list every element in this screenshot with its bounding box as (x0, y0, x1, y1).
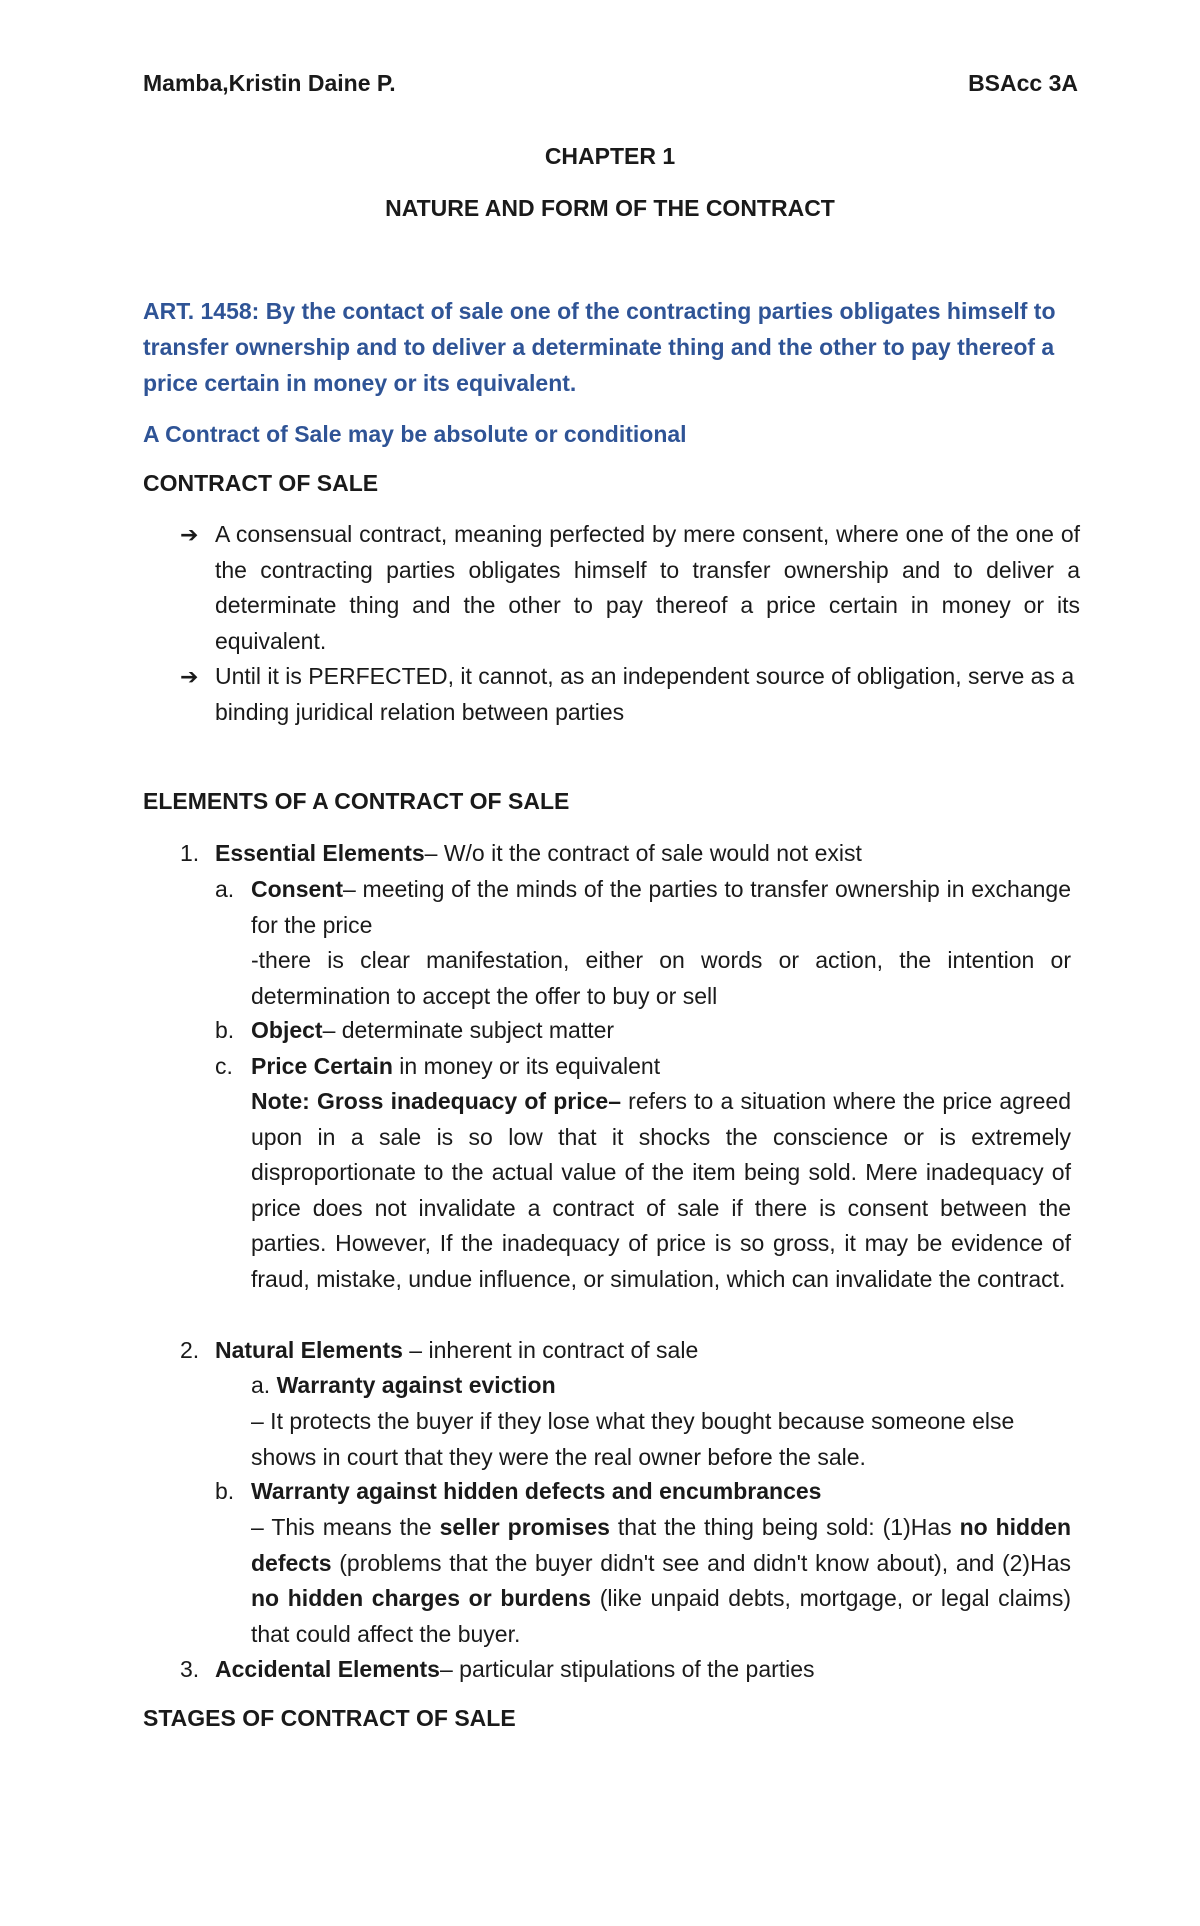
list-number: 1. (180, 840, 200, 866)
natural-elements-item: Natural Elements – inherent in contract of sale (215, 1337, 699, 1363)
list-number: 3. (180, 1656, 200, 1682)
price-item: Price Certain in money or its equivalent (251, 1053, 661, 1079)
arrow-right-icon: ➔ (180, 522, 199, 547)
list-letter: b. (215, 1017, 235, 1043)
list-number: 2. (180, 1337, 200, 1363)
list-letter: b. (215, 1478, 235, 1504)
list-letter: a. (215, 876, 235, 902)
accidental-elements-item: Accidental Elements– particular stipulations of the parties (215, 1656, 815, 1682)
elements-heading: ELEMENTS OF A CONTRACT OF SALE (143, 788, 570, 814)
price-note: Note: Gross inadequacy of price– refers to a situation where the price agreed upon in a sale is so low that it shocks the conscience or is extremely disproportionate to the actual value of the item being sold. Mere inadequacy of price does not invalidate a contract of sale if there is consent between the parties. However, If the inadequacy of price is so gross, it may be evidence of fraud, mistake, undue influence, or simulation, which can invalidate the contract. (251, 1088, 1071, 1292)
list-letter: c. (215, 1053, 233, 1079)
hidden-defects-item: Warranty against hidden defects and encumbrances (251, 1478, 822, 1504)
chapter-title: NATURE AND FORM OF THE CONTRACT (385, 195, 835, 221)
article-note: A Contract of Sale may be absolute or conditional (143, 421, 687, 447)
article-text: ART. 1458: By the contact of sale one of the contracting parties obligates himself to transfer ownership and to deliver a determinate thing and the other to pay thereof a price certain in money or its equivalent. (143, 298, 1056, 396)
stages-heading: STAGES OF CONTRACT OF SALE (143, 1705, 516, 1731)
list-item: Until it is PERFECTED, it cannot, as an independent source of obligation, serve as a binding juridical relation between parties (215, 663, 1075, 725)
course-label: BSAcc 3A (968, 70, 1078, 96)
chapter-number: CHAPTER 1 (544, 143, 676, 169)
eviction-desc: – It protects the buyer if they lose what they bought because someone else shows in court that they were the real owner before the sale. (251, 1408, 1015, 1470)
essential-elements-item: Essential Elements– W/o it the contract of sale would not exist (215, 840, 862, 866)
contract-of-sale-heading: CONTRACT OF SALE (143, 470, 379, 496)
consent-extra: -there is clear manifestation, either on words or action, the intention or determination to accept the offer to buy or sell (251, 947, 1071, 1009)
list-item: A consensual contract, meaning perfected by mere consent, where one of the one of the contracting parties obligates himself to transfer ownership and to deliver a determinate thing and the other to pay thereof a price certain in money or its equivalent. (215, 521, 1080, 654)
arrow-right-icon: ➔ (180, 664, 199, 689)
essential-elements-label: Essential Elements (215, 840, 425, 866)
eviction-item: a. Warranty against eviction (251, 1372, 556, 1398)
student-name: Mamba,Kristin Daine P. (143, 70, 396, 96)
object-item: Object– determinate subject matter (251, 1017, 615, 1043)
hidden-defects-desc: – This means the seller promises that the thing being sold: (1)Has no hidden defects (problems that the buyer didn't see and didn't know about), and (2)Has no hidden charges or burdens (like unpaid debts, mortgage, or legal claims) that could affect the buyer. (251, 1514, 1071, 1647)
consent-item: Consent– meeting of the minds of the parties to transfer ownership in exchange for the price (251, 876, 1071, 938)
